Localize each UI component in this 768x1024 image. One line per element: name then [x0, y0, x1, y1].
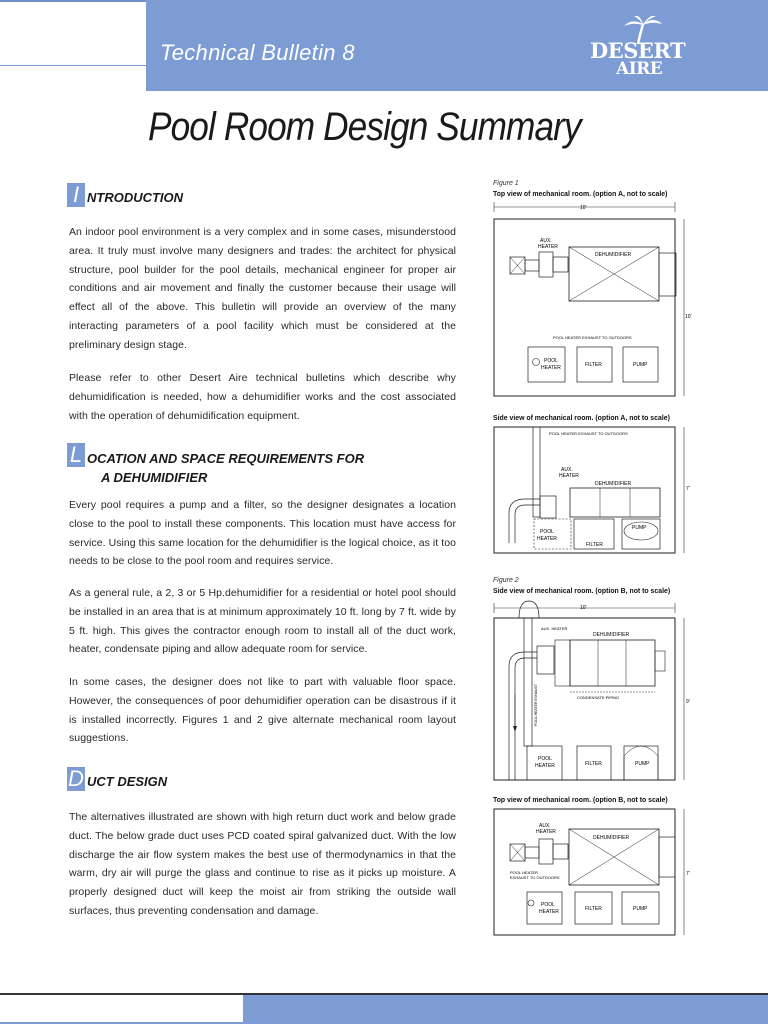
- pool-heater-label-2: HEATER: [537, 536, 557, 542]
- condensate-label: CONDENSATE PIPING: [577, 695, 620, 700]
- page-title: Pool Room Design Summary: [148, 105, 581, 149]
- dimension-top: 7': [686, 871, 690, 877]
- aux-heater-label: AUX. HEATER: [541, 626, 568, 631]
- desert-aire-logo: [588, 16, 692, 82]
- dehumidifier-label: DEHUMIDIFIER: [595, 252, 632, 258]
- section-title-line-2: A DEHUMIDIFIER: [101, 470, 208, 485]
- figure-1-caption: Figure 1: [493, 180, 519, 187]
- pool-heater-label: POOL: [541, 902, 555, 908]
- dropcap: I: [67, 183, 85, 207]
- dropcap: L: [67, 443, 85, 467]
- filter-label: FILTER: [585, 906, 602, 912]
- pump-label: PUMP: [635, 761, 650, 767]
- pump-label: PUMP: [632, 525, 647, 531]
- intro-paragraph-1: An indoor pool environment is a very complex and in some cases, misunderstood area. It truly must involve many designers and trades: the architect for physical structure, pool builder for the pool details, mechanical engineer for proper air conditions and air movement and finally the customer because their usage will effect all of the above. This bulletin will provide an overview of the many interacting parameters of a pool facility which must be considered at the preliminary design stage.: [69, 226, 456, 351]
- footer-bar: [243, 995, 768, 1024]
- pool-heater-label: POOL: [538, 756, 552, 762]
- dimension-width: 10': [580, 605, 587, 611]
- figure-1-top-title: Top view of mechanical room. (option A, not to scale): [493, 189, 668, 198]
- header-left-rule: [0, 65, 146, 66]
- bulletin-label: Technical Bulletin 8: [160, 40, 355, 65]
- location-paragraph-3: In some cases, the designer does not like to part with valuable floor space. However, the consequences of poor dehumidifier operation can be disastrous if it is installed incorrectly. Figures 1 and 2 give alternate mechanical room layout suggestions.: [69, 676, 456, 745]
- aux-heater-label-2: HEATER: [559, 473, 579, 479]
- section-heading-introduction: [67, 183, 183, 207]
- exhaust-label: POOL HEATER EXHAUST TO OUTDOORS: [553, 335, 632, 340]
- figure-2-side-title: Side view of mechanical room. (option B, not to scale): [493, 586, 671, 595]
- pump-label: PUMP: [633, 362, 648, 368]
- dimension-side: 7': [686, 486, 690, 492]
- exhaust-vertical-label: POOL HEATER EXHAUST: [534, 683, 538, 726]
- duct-paragraph-1: The alternatives illustrated are shown with high return duct work and below grade duct. The below grade duct uses PCD coated spiral galvanized duct. With the low discharge the air flow system makes the best use of thermodynamics in that the warm, dry air will purge the glass and continue to rise as it picks up moisture. A properly designed duct will keep the moist air from striking the outside wall surfaces, thus preventing condensation and damage.: [69, 811, 456, 917]
- aux-heater-label: AUX.: [539, 823, 551, 829]
- pool-heater-label-2: HEATER: [541, 365, 561, 371]
- intro-paragraph-2: Please refer to other Desert Aire technical bulletins which describe why dehumidification is needed, how a dehumidifier works and the cost associated with the operation of dehumidification equipment.: [69, 372, 456, 422]
- section-heading-location: [67, 443, 364, 487]
- dimension-side: 9': [686, 699, 690, 705]
- exhaust-label: POOL HEATER: [510, 870, 539, 875]
- pool-heater-label-2: HEATER: [535, 763, 555, 769]
- dimension-width: 10': [580, 205, 587, 211]
- figure-1-side-title: Side view of mechanical room. (option A, not to scale): [493, 413, 670, 422]
- figure-1-top-view: [485, 198, 695, 402]
- figure-2-side-view: [485, 596, 695, 784]
- logo-aire: AIRE: [616, 59, 663, 79]
- section-title-line-1: OCATION AND SPACE REQUIREMENTS FOR: [87, 451, 365, 466]
- filter-label: FILTER: [585, 761, 602, 767]
- section-heading-duct-design: [67, 767, 167, 791]
- dehumidifier-label: DEHUMIDIFIER: [593, 632, 630, 638]
- pump-label: PUMP: [633, 906, 648, 912]
- figure-2-top-view: [485, 805, 695, 937]
- pool-heater-label: POOL: [540, 529, 554, 535]
- logo-desert: DESERT: [590, 38, 686, 63]
- exhaust-label-2: EXHAUST TO OUTDOORS: [510, 875, 560, 880]
- section-title: UCT DESIGN: [87, 774, 168, 789]
- section-title: [87, 449, 364, 487]
- aux-heater-label-2: HEATER: [538, 244, 558, 250]
- figure-2-top-title: Top view of mechanical room. (option B, not to scale): [493, 795, 668, 804]
- aux-heater-label: AUX.: [540, 238, 552, 244]
- section-title: NTRODUCTION: [87, 190, 184, 205]
- location-paragraph-2: As a general rule, a 2, 3 or 5 Hp.dehumidifier for a residential or hotel pool should be installed in an area that is at minimum approximately 10 ft. long by 7 ft. wide by 5 ft. high. This gives the contractor enough room to install all of the duct work, heater, condensate piping and allow adequate room for service.: [69, 587, 456, 656]
- location-paragraph-1: Every pool requires a pump and a filter, so the designer designates a location close to the pool to install these components. This location must have access for service. Using this same location for the dehumidifier is the logical choice, as it too needs to be close to the pool room and requires service.: [69, 499, 456, 568]
- aux-heater-label-2: HEATER: [536, 829, 556, 835]
- exhaust-label: POOL HEATER EXHAUST TO OUTDOORS: [549, 431, 628, 436]
- filter-label: FILTER: [586, 542, 603, 548]
- dehumidifier-label: DEHUMIDIFIER: [593, 835, 630, 841]
- dehumidifier-label: DEHUMIDIFIER: [595, 481, 632, 487]
- figure-1-side-view: [485, 423, 695, 557]
- pool-heater-label: POOL: [544, 358, 558, 364]
- pool-heater-label-2: HEATER: [539, 909, 559, 915]
- dropcap: D: [68, 766, 84, 791]
- figure-2-caption: Figure 2: [493, 577, 519, 584]
- filter-label: FILTER: [585, 362, 602, 368]
- aux-heater-label: AUX.: [561, 467, 573, 473]
- dimension-height: 10': [685, 314, 692, 320]
